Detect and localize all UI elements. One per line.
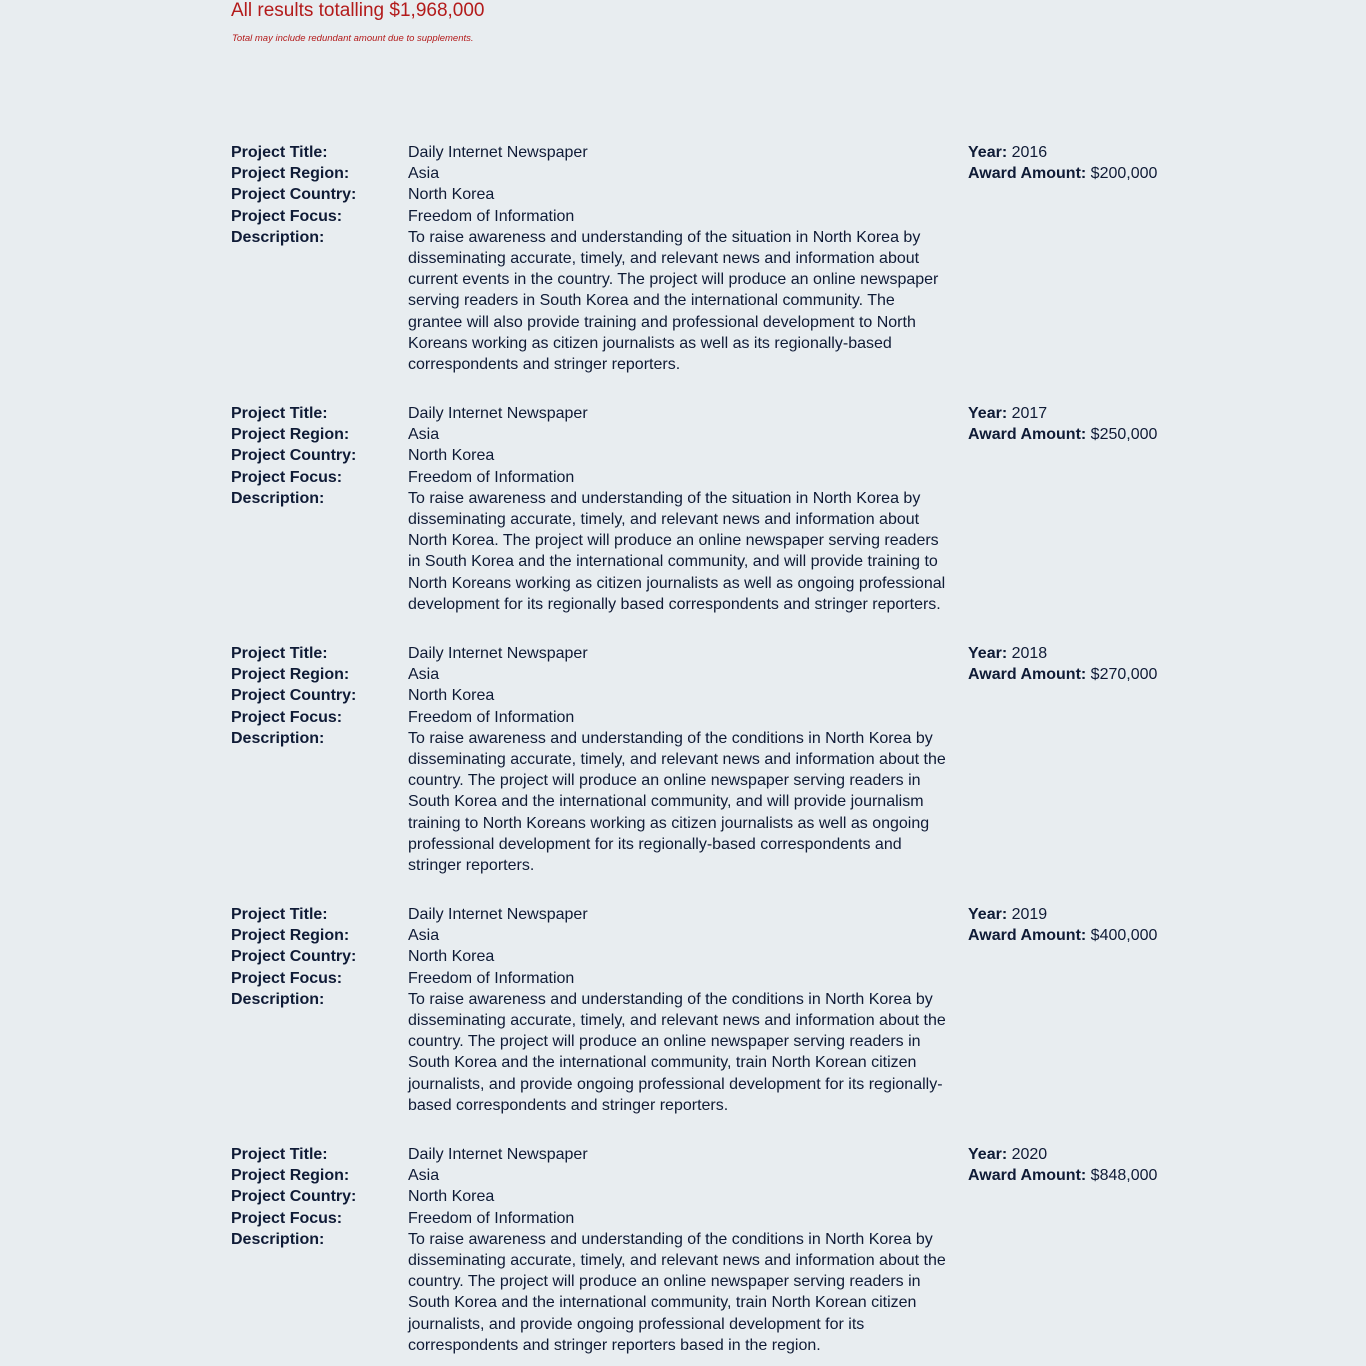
label-description: Description: (231, 228, 325, 246)
award-year (968, 1144, 1047, 1165)
description-line: based correspondents and stringer reporters. (408, 1096, 729, 1114)
project-description (408, 1229, 968, 1356)
award-value: $250,000 (1090, 426, 1158, 444)
description-line: To raise awareness and understanding of the conditions in North Korea by (408, 990, 933, 1008)
description-line: country. The project will produce an online newspaper serving readers in (408, 772, 921, 790)
project-region: Asia (408, 666, 440, 684)
project-focus: Freedom of Information (408, 708, 575, 726)
year-label: Year: (968, 906, 1008, 923)
award-amount (968, 424, 1157, 445)
results-total-note: Total may include redundant amount due to supplements. (232, 33, 474, 44)
label-title: Project Title: (231, 906, 328, 923)
project-title: Daily Internet Newspaper (408, 645, 588, 662)
award-label: Award Amount: (968, 666, 1087, 684)
description-line: Koreans working as citizen journalists as well as its regionally-based (408, 334, 892, 352)
label-region: Project Region: (231, 426, 350, 444)
description-line: South Korea and the international community, train North Korean citizen (408, 1294, 917, 1312)
result-record (231, 904, 1191, 1116)
description-line: country. The project will produce an online newspaper serving readers in (408, 1273, 921, 1291)
award-label: Award Amount: (968, 1167, 1087, 1185)
description-line: South Korea and the international community, and will provide journalism (408, 793, 924, 811)
result-record (231, 142, 1191, 375)
description-line: professional development for its regionally-based correspondents and (408, 835, 902, 853)
description-line: country. The project will produce an online newspaper serving readers in (408, 1033, 921, 1051)
award-amount (968, 925, 1157, 946)
description-line: To raise awareness and understanding of the conditions in North Korea by (408, 729, 933, 747)
award-year (968, 142, 1047, 163)
award-value: $848,000 (1090, 1167, 1158, 1185)
project-country: North Korea (408, 447, 495, 465)
project-focus: Freedom of Information (408, 969, 575, 987)
result-record (231, 643, 1191, 876)
project-country: North Korea (408, 186, 495, 204)
label-region: Project Region: (231, 165, 350, 183)
label-title: Project Title: (231, 645, 328, 662)
label-country: Project Country: (231, 1188, 357, 1206)
project-title: Daily Internet Newspaper (408, 144, 588, 161)
year-label: Year: (968, 405, 1008, 422)
description-line: disseminating accurate, timely, and relevant news and information about the (408, 1012, 946, 1029)
project-title: Daily Internet Newspaper (408, 405, 588, 422)
label-focus: Project Focus: (231, 969, 343, 987)
project-region: Asia (408, 1167, 440, 1185)
description-line: disseminating accurate, timely, and relevant news and information about (408, 250, 920, 267)
year-label: Year: (968, 1146, 1008, 1163)
project-title: Daily Internet Newspaper (408, 906, 588, 923)
award-label: Award Amount: (968, 165, 1087, 183)
project-description (408, 488, 968, 615)
year-value: 2020 (1011, 1146, 1048, 1163)
project-country: North Korea (408, 948, 495, 966)
project-description (408, 728, 968, 876)
description-line: To raise awareness and understanding of the conditions in North Korea by (408, 1230, 933, 1248)
award-year (968, 904, 1047, 925)
year-value: 2017 (1011, 405, 1048, 422)
award-year (968, 643, 1047, 664)
description-line: grantee will also provide training and professional development to North (408, 313, 916, 331)
project-region: Asia (408, 426, 440, 444)
label-country: Project Country: (231, 186, 357, 204)
year-value: 2018 (1011, 645, 1048, 662)
project-country: North Korea (408, 687, 495, 705)
award-year (968, 403, 1047, 424)
result-record (231, 1144, 1191, 1356)
description-line: North Koreans working as citizen journalists as well as ongoing professional (408, 574, 946, 592)
award-label: Award Amount: (968, 927, 1087, 945)
award-amount (968, 664, 1157, 685)
description-line: disseminating accurate, timely, and relevant news and information about (408, 511, 920, 528)
description-line: journalists, and provide ongoing professional development for its (408, 1315, 865, 1333)
project-region: Asia (408, 927, 440, 945)
award-amount (968, 1165, 1157, 1186)
project-title: Daily Internet Newspaper (408, 1146, 588, 1163)
results-total: All results totalling $1,968,000 (231, 0, 485, 21)
label-focus: Project Focus: (231, 468, 343, 486)
label-title: Project Title: (231, 1146, 328, 1163)
label-title: Project Title: (231, 144, 328, 161)
label-country: Project Country: (231, 948, 357, 966)
description-line: correspondents and stringer reporters. (408, 356, 681, 374)
award-label: Award Amount: (968, 426, 1087, 444)
description-line: training to North Koreans working as citizen journalists as well as ongoing (408, 814, 930, 832)
label-description: Description: (231, 1230, 325, 1248)
label-description: Description: (231, 729, 325, 747)
description-line: To raise awareness and understanding of the situation in North Korea by (408, 228, 921, 246)
result-record (231, 403, 1191, 615)
label-country: Project Country: (231, 687, 357, 705)
project-region: Asia (408, 165, 440, 183)
project-country: North Korea (408, 1188, 495, 1206)
award-value: $400,000 (1090, 927, 1158, 945)
description-line: in South Korea and the international community, and will provide training to (408, 553, 938, 571)
label-focus: Project Focus: (231, 708, 343, 726)
description-line: South Korea and the international community, train North Korean citizen (408, 1054, 917, 1072)
description-line: journalists, and provide ongoing professional development for its regionally- (408, 1075, 943, 1093)
description-line: correspondents and stringer reporters based in the region. (408, 1336, 821, 1354)
year-value: 2019 (1011, 906, 1048, 923)
label-description: Description: (231, 990, 325, 1008)
project-focus: Freedom of Information (408, 207, 575, 225)
label-region: Project Region: (231, 1167, 350, 1185)
project-description (408, 227, 968, 375)
year-label: Year: (968, 645, 1008, 662)
description-line: current events in the country. The project will produce an online newspaper (408, 271, 939, 289)
label-country: Project Country: (231, 447, 357, 465)
label-region: Project Region: (231, 666, 350, 684)
project-focus: Freedom of Information (408, 1209, 575, 1227)
description-line: development for its regionally based correspondents and stringer reporters. (408, 595, 941, 613)
award-amount (968, 163, 1157, 184)
description-line: disseminating accurate, timely, and relevant news and information about the (408, 751, 946, 768)
label-description: Description: (231, 489, 325, 507)
description-line: North Korea. The project will produce an online newspaper serving readers (408, 532, 939, 550)
label-region: Project Region: (231, 927, 350, 945)
description-line: serving readers in South Korea and the international community. The (408, 292, 895, 310)
year-label: Year: (968, 144, 1008, 161)
project-description (408, 989, 968, 1116)
label-focus: Project Focus: (231, 1209, 343, 1227)
year-value: 2016 (1011, 144, 1048, 161)
label-title: Project Title: (231, 405, 328, 422)
description-line: To raise awareness and understanding of the situation in North Korea by (408, 489, 921, 507)
description-line: disseminating accurate, timely, and relevant news and information about the (408, 1252, 946, 1269)
award-value: $200,000 (1090, 165, 1158, 183)
award-value: $270,000 (1090, 666, 1158, 684)
description-line: stringer reporters. (408, 857, 535, 875)
label-focus: Project Focus: (231, 207, 343, 225)
project-focus: Freedom of Information (408, 468, 575, 486)
